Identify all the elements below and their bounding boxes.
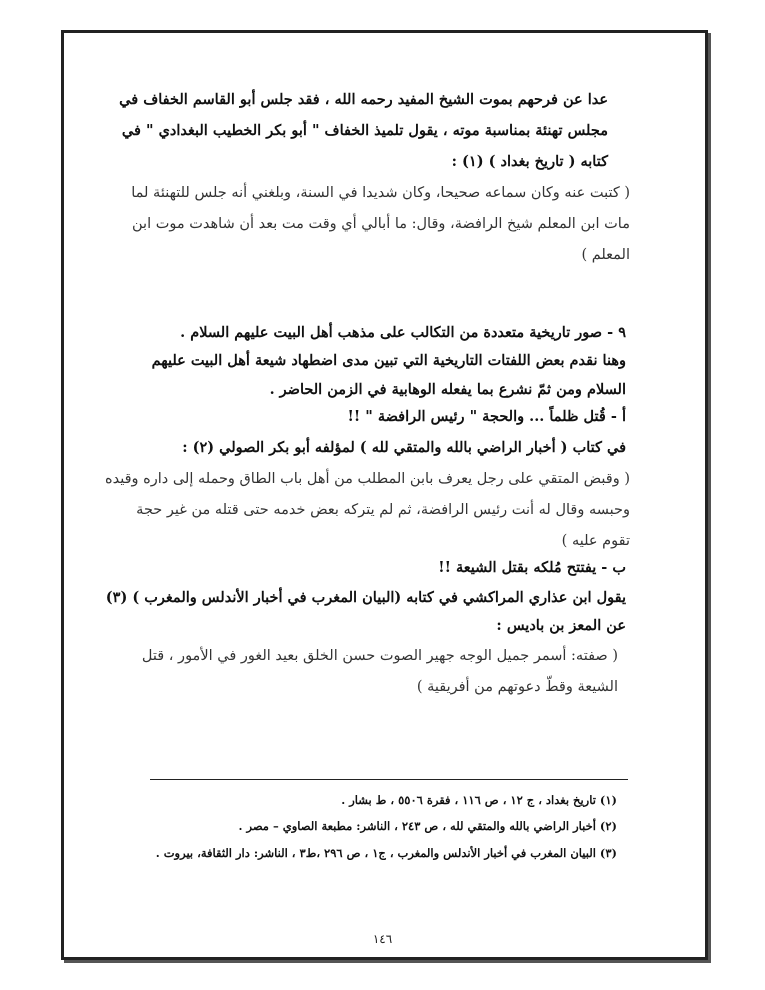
page-number: ١٤٦ (372, 932, 393, 946)
text-line: وهنا نقدم بعض اللفتات التاريخية التي تبين مدى اضطهاد شيعة أهل البيت عليهم (151, 352, 626, 369)
text-line: السلام ومن ثمّ نشرع بما يفعله الوهابية في الزمن الحاضر . (269, 381, 626, 398)
quote-line: ( وقبض المتقي على رجل يعرف بابن المطلب من أهل باب الطاق وحمله إلى داره وقيده (105, 471, 630, 487)
footnote: (١) تاريخ بغداد ، ج ١٢ ، ص ١١٦ ، فقرة ٥٥٠٦ ، ط بشار . (341, 793, 617, 807)
text-line: مجلس تهنئة بمناسبة موته ، يقول تلميذ الخفاف " أبو بكر الخطيب البغدادي " في (121, 122, 608, 139)
footnote: (٣) البيان المغرب في أخبار الأندلس والمغرب ، ج١ ، ص ٢٩٦ ،ط٣ ، الناشر: دار الثقافة، بيروت . (155, 846, 617, 860)
section-heading: ٩ - صور تاريخية متعددة من التكالب على مذهب أهل البيت عليهم السلام . (180, 324, 626, 341)
footnote: (٢) أخبار الراضي بالله والمتقي لله ، ص ٢٤٣ ، الناشر: مطبعة الصاوي – مصر . (238, 819, 617, 833)
text-line: عدا عن فرحهم بموت الشيخ المفيد رحمه الله ، فقد جلس أبو القاسم الخفاف في (119, 91, 608, 108)
footnote-separator (150, 779, 628, 780)
quote-line: الشيعة وقطّ دعوتهم من أفريقية ) (416, 679, 618, 695)
quote-line: تقوم عليه ) (561, 533, 630, 549)
quote-line: المعلم ) (581, 247, 630, 263)
quote-line: ( صفته: أسمر جميل الوجه جهير الصوت حسن الخلق بعيد الغور في الأمور ، قتل (141, 648, 618, 664)
quote-line: مات ابن المعلم شيخ الرافضة، وقال: ما أبالي أي وقت مت بعد أن شاهدت موت ابن (132, 216, 630, 232)
text-line: عن المعز بن باديس : (496, 617, 626, 634)
subheading: ب - يفتتح مُلكه بقتل الشيعة !! (438, 559, 626, 576)
quote-line: ( كتبت عنه وكان سماعه صحيحا، وكان شديدا في السنة، وبلغني أنه جلس للتهنئة لما (131, 185, 630, 201)
text-line: في كتاب ( أخبار الراضي بالله والمتقي لله ) لمؤلفه أبو بكر الصولي (٢) : (182, 439, 626, 456)
subheading: أ - قُتل ظلماً ... والحجة " رئيس الرافضة " !! (347, 408, 626, 425)
text-line: كتابه ( تاريخ بغداد ) (١) : (451, 153, 608, 170)
text-line: يقول ابن عذاري المراكشي في كتابه (البيان المغرب في أخبار الأندلس والمغرب ) (٣) (105, 589, 626, 606)
quote-line: وحبسه وقال له أنت رئيس الرافضة، ثم لم يتركه بعض خدمه حتى قتله من غير حجة (136, 502, 630, 518)
